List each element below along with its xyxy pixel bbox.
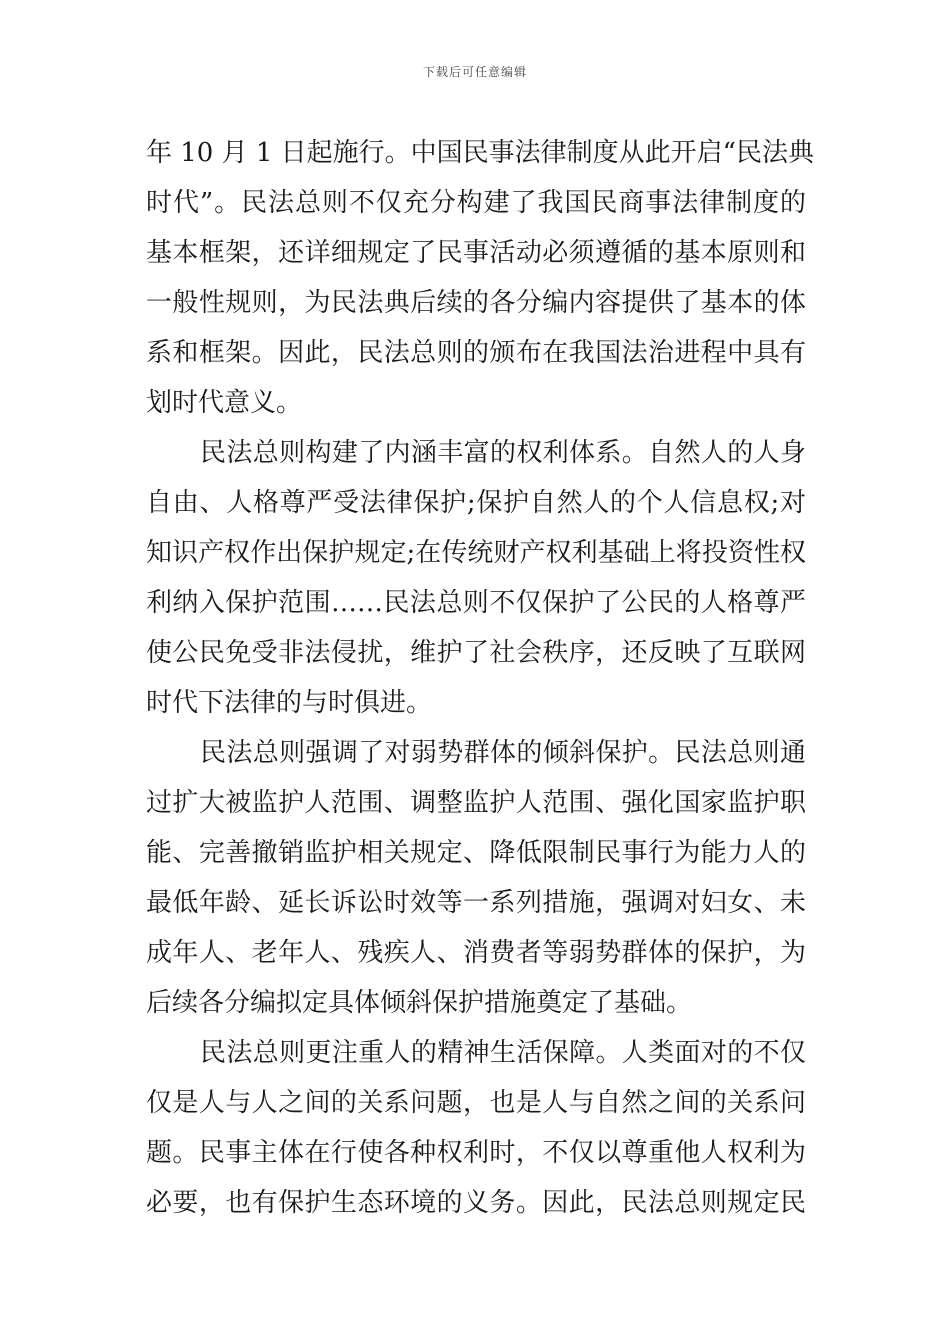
text-line: 民法总则构建了内涵丰富的权利体系。自然人的人身: [200, 438, 806, 468]
text-line: 划时代意义。: [146, 388, 303, 418]
text-line: 利纳入保护范围……民法总则不仅保护了公民的人格尊严: [146, 588, 806, 618]
text-line: 必要，也有保护生态环境的义务。因此，民法总则规定民: [146, 1188, 806, 1218]
text-line: 知识产权作出保护规定;在传统财产权利基础上将投资性权: [146, 538, 806, 568]
paragraph-2: [146, 428, 806, 728]
text-line: 使公民免受非法侵扰，维护了社会秩序，还反映了互联网: [146, 638, 806, 668]
text-line: 基本框架，还详细规定了民事活动必须遵循的基本原则和: [146, 238, 806, 268]
text-line: 系和框架。因此，民法总则的颁布在我国法治进程中具有: [146, 338, 806, 368]
text-line: 时代”。民法总则不仅充分构建了我国民商事法律制度的: [146, 188, 806, 218]
text-line: 民法总则强调了对弱势群体的倾斜保护。民法总则通: [200, 738, 806, 768]
paragraph-3: [146, 728, 806, 1028]
text-line: 最低年龄、延长诉讼时效等一系列措施，强调对妇女、未: [146, 888, 806, 918]
text-line: 过扩大被监护人范围、调整监护人范围、强化国家监护职: [146, 788, 806, 818]
text-line: 题。民事主体在行使各种权利时，不仅以尊重他人权利为: [146, 1138, 806, 1168]
text-line: 成年人、老年人、残疾人、消费者等弱势群体的保护，为: [146, 938, 806, 968]
text-line: 一般性规则，为民法典后续的各分编内容提供了基本的体: [146, 288, 806, 318]
text-line: 时代下法律的与时俱进。: [146, 688, 433, 718]
text-line: 自由、人格尊严受法律保护;保护自然人的个人信息权;对: [146, 488, 806, 518]
text-line: 后续各分编拟定具体倾斜保护措施奠定了基础。: [146, 988, 693, 1018]
page-header: 下载后可任意编辑: [422, 65, 527, 79]
text-line: 能、完善撤销监护相关规定、降低限制民事行为能力人的: [146, 838, 806, 868]
text-line: 民法总则更注重人的精神生活保障。人类面对的不仅: [200, 1038, 806, 1068]
text-line: 年 10 月 1 日起施行。中国民事法律制度从此开启“民法典: [146, 138, 814, 168]
paragraph-1: [146, 128, 814, 428]
document-body: [146, 128, 814, 1228]
text-line: 仅是人与人之间的关系问题，也是人与自然之间的关系问: [146, 1088, 806, 1118]
paragraph-4: [146, 1028, 806, 1228]
